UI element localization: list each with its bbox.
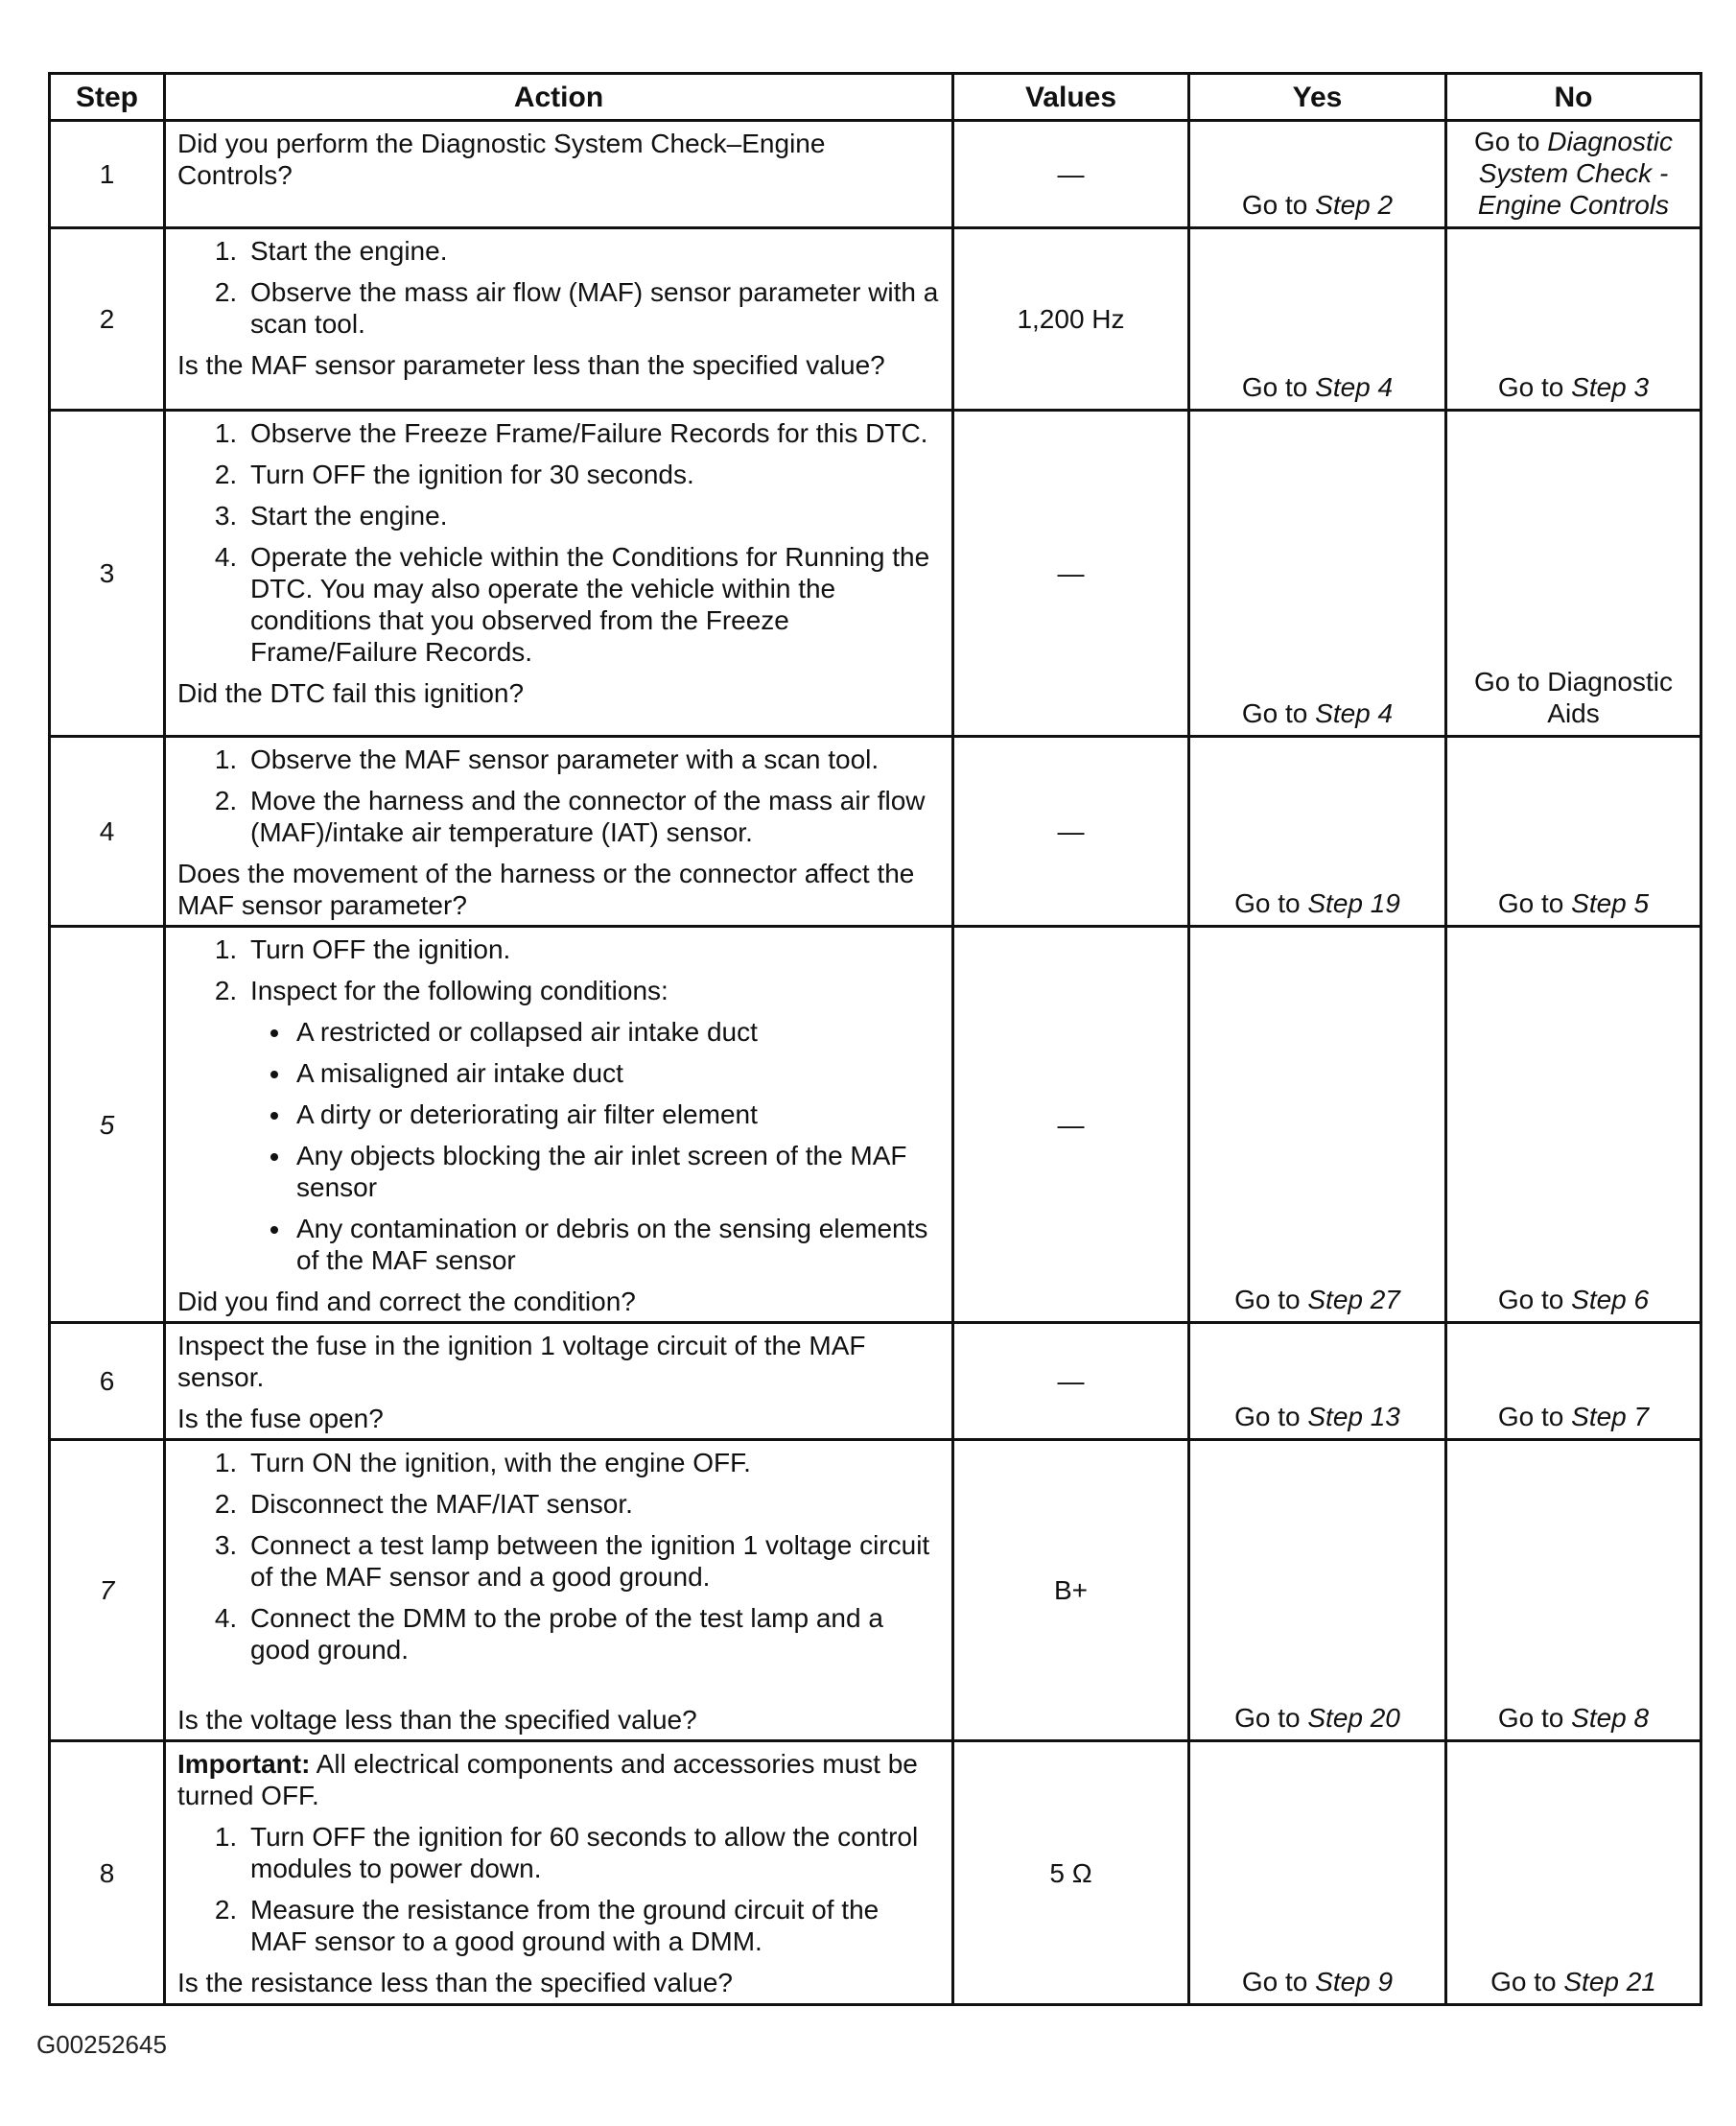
values-cell: — [953, 1323, 1189, 1440]
no-cell [1446, 737, 1701, 927]
action-step: 2. Observe the mass air flow (MAF) sensor parameter with a scan tool. [245, 276, 940, 340]
no-cell [1446, 228, 1701, 411]
step-number: 3 [50, 411, 165, 737]
yes-step-ref: Step 9 [1315, 1967, 1394, 1996]
important-note [177, 1748, 940, 1811]
step-number: 1 [50, 121, 165, 228]
action-steps-list [177, 1447, 940, 1665]
yes-cell [1189, 121, 1446, 228]
table-row [50, 121, 1701, 228]
yes-step-ref: Step 4 [1315, 698, 1394, 728]
action-steps-list [177, 417, 940, 668]
action-steps-list [177, 744, 940, 848]
yes-step-ref: Step 4 [1315, 372, 1394, 402]
action-question: Is the fuse open? [177, 1404, 384, 1433]
yes-cell [1189, 411, 1446, 737]
table-row [50, 737, 1701, 927]
table-row [50, 927, 1701, 1323]
no-prefix: Go to [1497, 1402, 1564, 1431]
values-cell: 1,200 Hz [953, 228, 1189, 411]
condition-bullet: • A misaligned air intake duct [293, 1057, 940, 1089]
yes-cell [1189, 927, 1446, 1323]
action-step-text: Inspect for the following conditions: [250, 976, 669, 1005]
action-cell [165, 1323, 953, 1440]
step-number: 6 [50, 1323, 165, 1440]
no-step-ref: Diagnostic System Check - Engine Controls [1477, 127, 1673, 220]
header-no: No [1446, 74, 1701, 121]
action-steps-list [177, 235, 940, 340]
no-cell [1446, 1440, 1701, 1741]
action-step: 4. Connect the DMM to the probe of the test lamp and a good ground. [245, 1602, 940, 1665]
no-prefix: Go to [1497, 372, 1564, 402]
action-step: 1. Observe the MAF sensor parameter with a scan tool. [245, 744, 940, 775]
action-question: Did you find and correct the condition? [177, 1287, 636, 1316]
yes-prefix: Go to [1234, 1285, 1301, 1314]
no-step-ref: Step 3 [1571, 372, 1650, 402]
yes-prefix: Go to [1241, 1967, 1308, 1996]
step-number: 5 [50, 927, 165, 1323]
action-step: 2. Move the harness and the connector of the mass air flow (MAF)/intake air temperature (IAT) sensor. [245, 785, 940, 848]
action-steps-list [177, 933, 940, 1276]
action-cell [165, 737, 953, 927]
action-step: 3. Connect a test lamp between the ignition 1 voltage circuit of the MAF sensor and a good ground. [245, 1529, 940, 1593]
yes-prefix: Go to [1234, 1703, 1301, 1733]
step-number: 4 [50, 737, 165, 927]
diagnostic-table [48, 72, 1702, 2006]
table-row [50, 1440, 1701, 1741]
condition-bullet: • A dirty or deteriorating air filter element [293, 1098, 940, 1130]
action-step: 1. Turn OFF the ignition for 60 seconds to allow the control modules to power down. [245, 1821, 940, 1884]
table-header-row [50, 74, 1701, 121]
yes-step-ref: Step 20 [1307, 1703, 1400, 1733]
action-text: Did you perform the Diagnostic System Check–Engine Controls? [177, 129, 826, 190]
action-question: Is the resistance less than the specified value? [177, 1968, 734, 1997]
no-prefix: Go to [1497, 1703, 1564, 1733]
action-question: Is the MAF sensor parameter less than the specified value? [177, 350, 885, 380]
no-cell: Go to Diagnostic Aids [1446, 411, 1701, 737]
yes-cell [1189, 228, 1446, 411]
no-step-ref: Step 21 [1563, 1967, 1656, 1996]
figure-id: G00252645 [36, 2030, 167, 2059]
step-number: 7 [50, 1440, 165, 1741]
action-question: Did the DTC fail this ignition? [177, 678, 525, 708]
values-cell: — [953, 411, 1189, 737]
no-cell [1446, 1741, 1701, 2005]
yes-prefix: Go to [1241, 190, 1308, 220]
yes-prefix: Go to [1241, 372, 1308, 402]
no-step-ref: Step 7 [1571, 1402, 1650, 1431]
yes-step-ref: Step 2 [1315, 190, 1394, 220]
yes-step-ref: Step 19 [1307, 888, 1400, 918]
values-cell: — [953, 121, 1189, 228]
condition-bullet: • Any contamination or debris on the sensing elements of the MAF sensor [293, 1213, 940, 1276]
no-cell [1446, 927, 1701, 1323]
values-cell: 5 Ω [953, 1741, 1189, 2005]
condition-bullet: • Any objects blocking the air inlet screen of the MAF sensor [293, 1140, 940, 1203]
values-cell: B+ [953, 1440, 1189, 1741]
action-question: Does the movement of the harness or the connector affect the MAF sensor parameter? [177, 859, 915, 920]
yes-cell [1189, 737, 1446, 927]
action-cell [165, 411, 953, 737]
header-action: Action [165, 74, 953, 121]
action-step: 1. Turn OFF the ignition. [245, 933, 940, 965]
yes-prefix: Go to [1241, 698, 1308, 728]
no-step-ref: Step 6 [1571, 1285, 1650, 1314]
table-row [50, 228, 1701, 411]
header-values: Values [953, 74, 1189, 121]
no-step-ref: Step 8 [1571, 1703, 1650, 1733]
action-step: 1. Turn ON the ignition, with the engine OFF. [245, 1447, 940, 1478]
action-step: 3. Start the engine. [245, 500, 940, 532]
action-step: 2. Disconnect the MAF/IAT sensor. [245, 1488, 940, 1520]
step-number: 2 [50, 228, 165, 411]
no-cell [1446, 1323, 1701, 1440]
important-text: All electrical components and accessories must be turned OFF. [177, 1749, 918, 1810]
yes-cell [1189, 1323, 1446, 1440]
table-row [50, 1323, 1701, 1440]
no-prefix: Go to [1497, 1285, 1564, 1314]
action-step [245, 975, 940, 1276]
important-label: Important: [177, 1749, 311, 1779]
table-row [50, 411, 1701, 737]
action-step: 4. Operate the vehicle within the Conditions for Running the DTC. You may also operate the vehicle within the conditions that you observed from the Freeze Frame/Failure Records. [245, 541, 940, 668]
no-step-ref: Step 5 [1571, 888, 1650, 918]
values-cell: — [953, 737, 1189, 927]
yes-step-ref: Step 27 [1307, 1285, 1400, 1314]
action-step: 1. Observe the Freeze Frame/Failure Records for this DTC. [245, 417, 940, 449]
step-number: 8 [50, 1741, 165, 2005]
action-step: 1. Start the engine. [245, 235, 940, 267]
yes-prefix: Go to [1234, 1402, 1301, 1431]
yes-cell [1189, 1741, 1446, 2005]
action-step: 2. Measure the resistance from the ground circuit of the MAF sensor to a good ground with a DMM. [245, 1894, 940, 1957]
values-cell: — [953, 927, 1189, 1323]
yes-cell [1189, 1440, 1446, 1741]
no-cell [1446, 121, 1701, 228]
action-text: Inspect the fuse in the ignition 1 voltage circuit of the MAF sensor. [177, 1331, 866, 1392]
action-step: 2. Turn OFF the ignition for 30 seconds. [245, 459, 940, 490]
action-cell [165, 927, 953, 1323]
no-prefix: Go to [1497, 888, 1564, 918]
action-question: Is the voltage less than the specified value? [177, 1705, 697, 1735]
yes-prefix: Go to [1234, 888, 1301, 918]
condition-bullet-list [250, 1016, 940, 1276]
header-step: Step [50, 74, 165, 121]
yes-step-ref: Step 13 [1307, 1402, 1400, 1431]
table-row [50, 1741, 1701, 2005]
header-yes: Yes [1189, 74, 1446, 121]
action-cell [165, 228, 953, 411]
action-cell [165, 121, 953, 228]
condition-bullet: • A restricted or collapsed air intake duct [293, 1016, 940, 1048]
action-cell [165, 1440, 953, 1741]
action-steps-list [177, 1821, 940, 1957]
no-prefix: Go to [1490, 1967, 1557, 1996]
no-prefix: Go to [1474, 127, 1540, 156]
action-cell [165, 1741, 953, 2005]
